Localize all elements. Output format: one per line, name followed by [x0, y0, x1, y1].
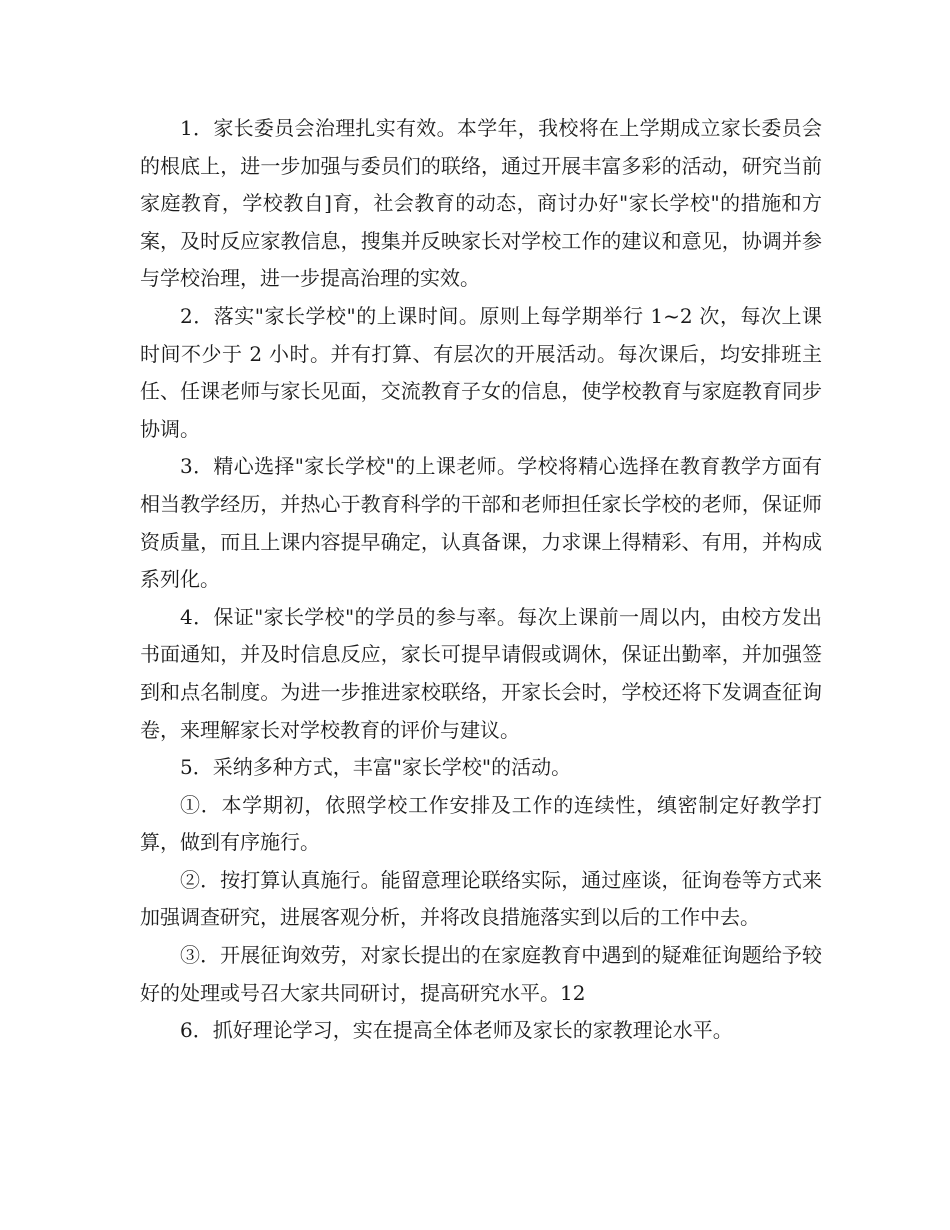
document-body	[140, 110, 822, 1050]
paragraph-5-item-1: ①．本学期初，依照学校工作安排及工作的连续性，缜密制定好教学打算，做到有序施行。	[140, 792, 822, 855]
paragraph-5: 5．采纳多种方式，丰富"家长学校"的活动。	[180, 755, 572, 780]
paragraph-5-item-3: ③．开展征询效劳，对家长提出的在家庭教育中遇到的疑难征询题给予较好的处理或号召大家共同研讨，提高研究水平。12	[140, 943, 822, 1005]
paragraph-2: 2．落实"家长学校"的上课时间。原则上每学期举行 1~2 次，每次上课时间不少于 2 小时。并有打算、有层次的开展活动。每次课后，均安排班主任、任课老师与家长见面，交流教育子女的信息，使学校教育与家庭教育同步协调。	[140, 303, 822, 441]
paragraph-3: 3．精心选择"家长学校"的上课老师。学校将精心选择在教育教学方面有相当教学经历，并热心于教育科学的干部和老师担任家长学校的老师，保证师资质量，而且上课内容提早确定，认真备课，力求课上得精彩、有用，并构成系列化。	[140, 454, 822, 592]
paragraph-6: 6．抓好理论学习，实在提高全体老师及家长的家教理论水平。	[180, 1018, 733, 1043]
paragraph-5-item-2: ②．按打算认真施行。能留意理论联络实际，通过座谈，征询卷等方式来加强调查研究，进展客观分析，并将改良措施落实到以后的工作中去。	[140, 867, 822, 930]
paragraph-4: 4．保证"家长学校"的学员的参与率。每次上课前一周以内，由校方发出书面通知，并及时信息反应，家长可提早请假或调休，保证出勤率，并加强签到和点名制度。为进一步推进家校联络，开家长会时，学校还将下发调查征询卷，来理解家长对学校教育的评价与建议。	[140, 604, 822, 742]
paragraph-1: 1．家长委员会治理扎实有效。本学年，我校将在上学期成立家长委员会的根底上，进一步加强与委员们的联络，通过开展丰富多彩的活动，研究当前家庭教育，学校教自]育，社会教育的动态，商讨办好"家长学校"的措施和方案，及时反应家教信息，搜集并反映家长对学校工作的建议和意见，协调并参与学校治理，进一步提高治理的实效。	[140, 116, 822, 291]
